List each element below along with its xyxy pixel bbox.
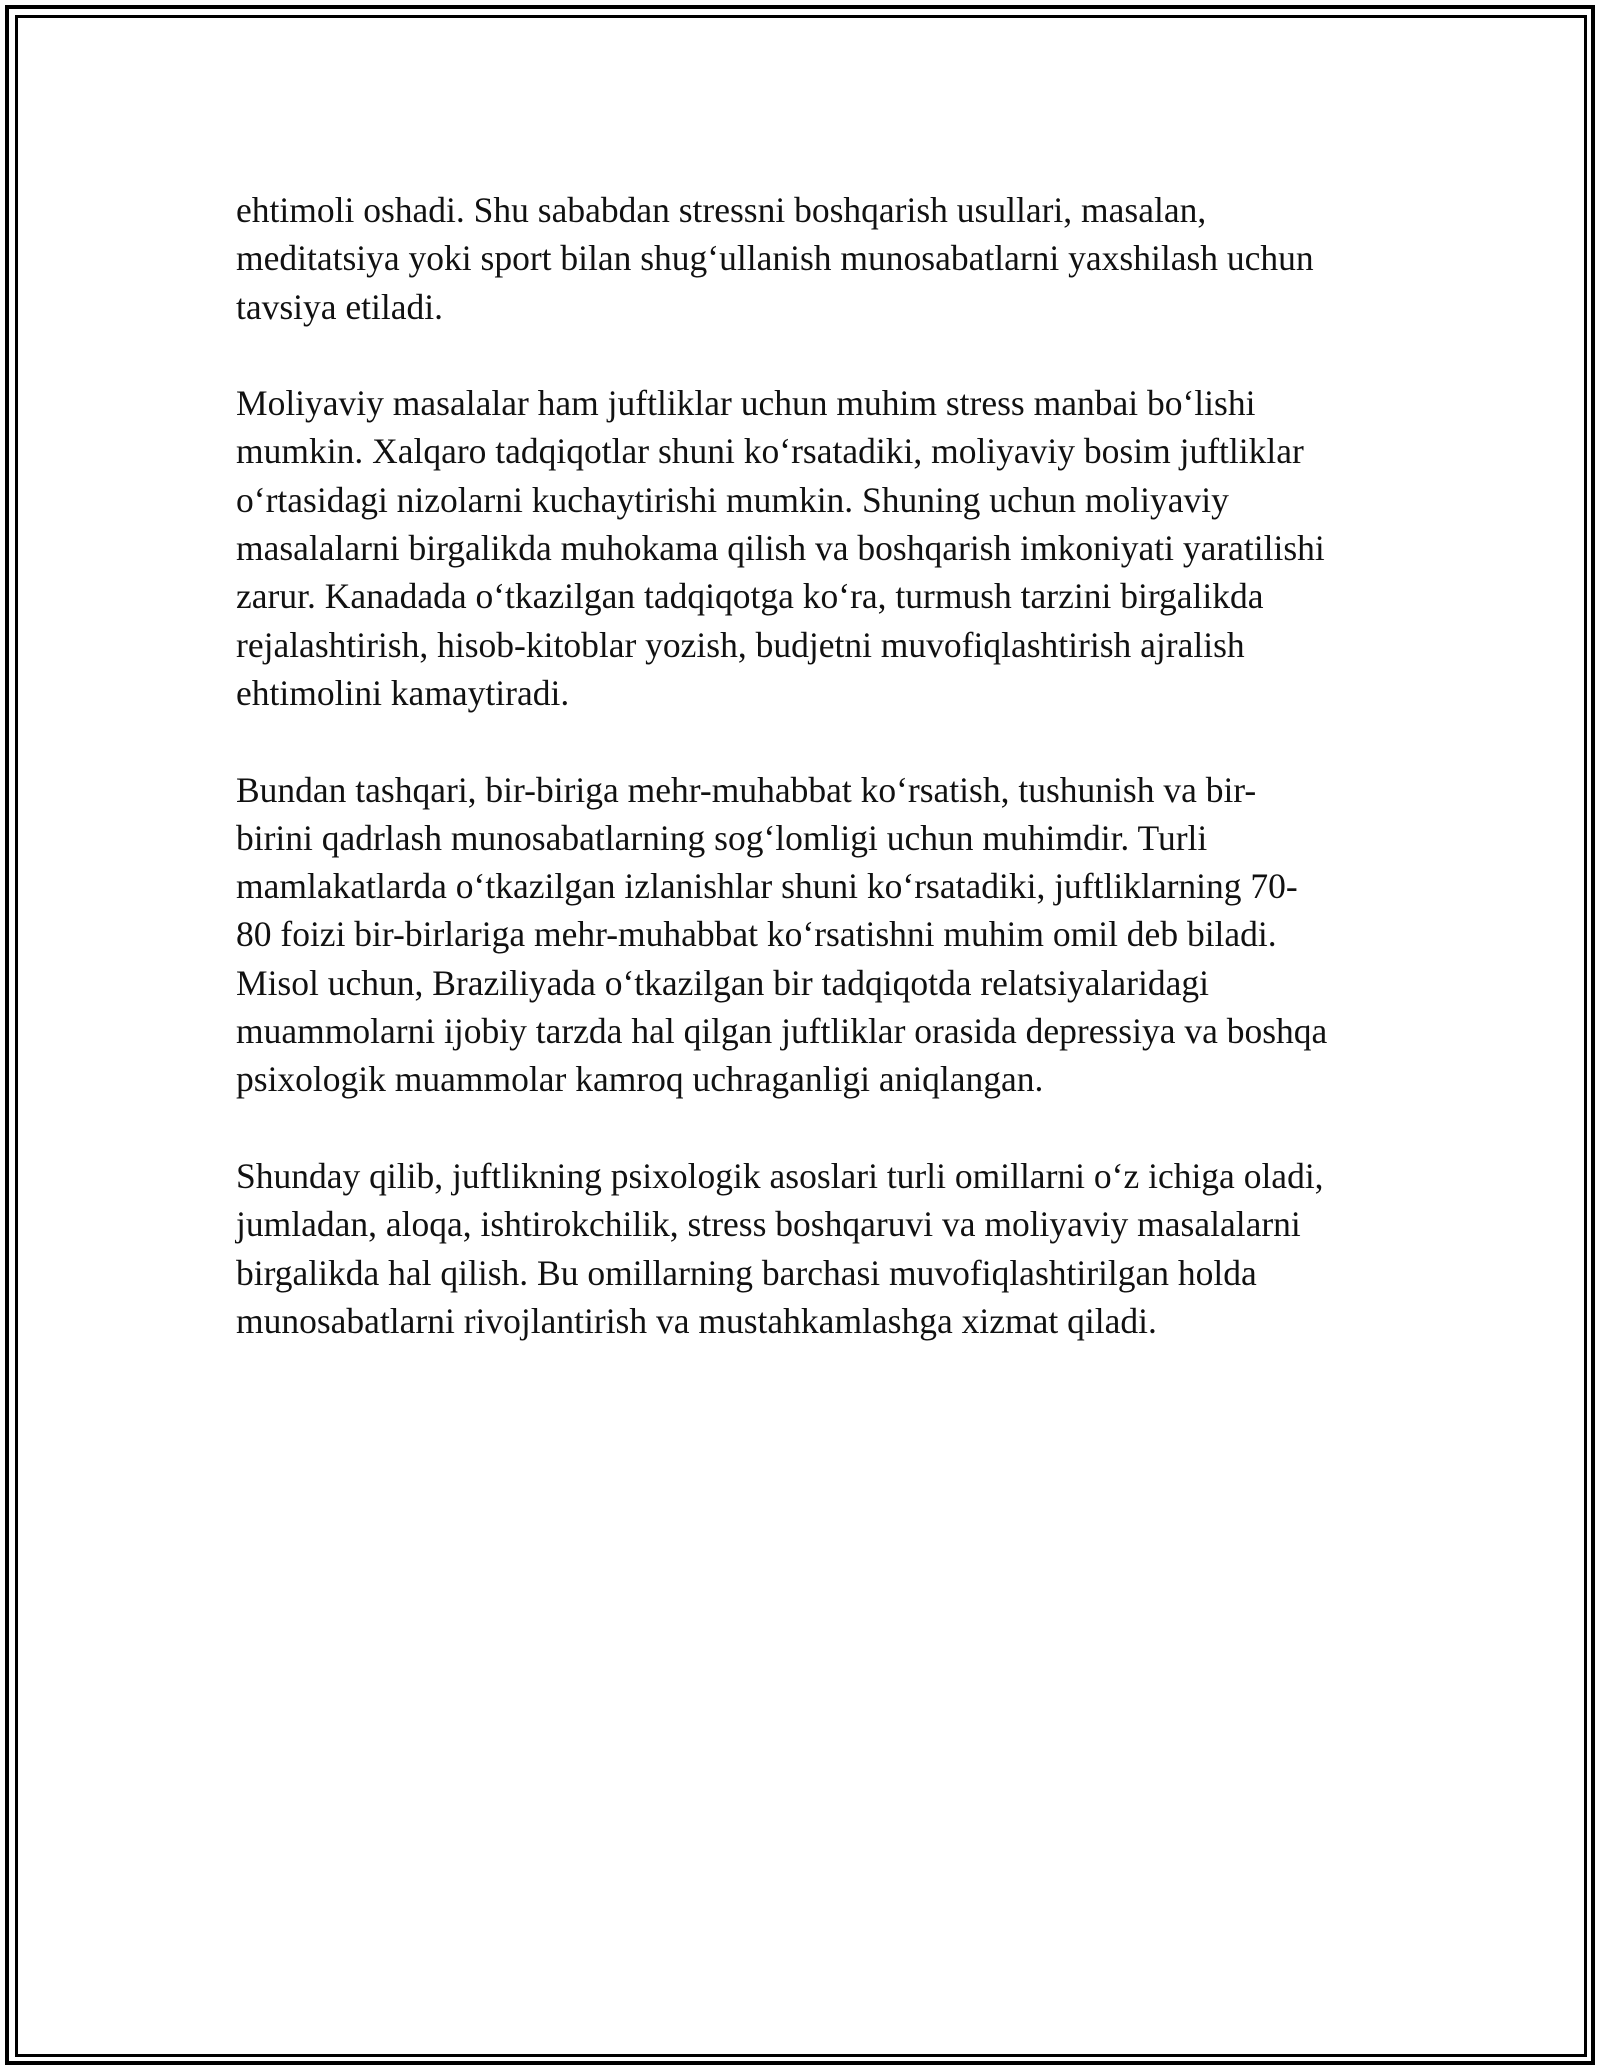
text-line: mumkin. Xalqaro tadqiqotlar shuni ko‘rsatadiki, moliyaviy bosim juftliklar <box>236 431 1304 472</box>
text-line: muammolarni ijobiy tarzda hal qilgan juftliklar orasida depressiya va boshqa <box>236 1011 1328 1052</box>
paragraph <box>236 379 1372 717</box>
text-line: 80 foizi bir-birlariga mehr-muhabbat ko‘rsatishni muhim omil deb biladi. <box>236 914 1277 955</box>
text-line: munosabatlarni rivojlantirish va mustahkamlashga xizmat qiladi. <box>236 1300 1157 1341</box>
text-line: meditatsiya yoki sport bilan shug‘ullanish munosabatlarni yaxshilash uchun <box>236 238 1314 279</box>
text-line: Misol uchun, Braziliyada o‘tkazilgan bir tadqiqotda relatsiyalaridagi <box>236 962 1209 1003</box>
document-body <box>236 186 1372 1393</box>
paragraph <box>236 766 1372 1104</box>
text-line: jumladan, aloqa, ishtirokchilik, stress boshqaruvi va moliyaviy masalalarni <box>236 1204 1301 1245</box>
text-line: birgalikda hal qilish. Bu omillarning barchasi muvofiqlashtirilgan holda <box>236 1252 1257 1293</box>
text-line: masalalarni birgalikda muhokama qilish va boshqarish imkoniyati yaratilishi <box>236 528 1325 569</box>
text-line: ehtimoli oshadi. Shu sababdan stressni boshqarish usullari, masalan, <box>236 190 1207 230</box>
text-line: ehtimolini kamaytiradi. <box>236 672 570 713</box>
text-line: Moliyaviy masalalar ham juftliklar uchun muhim stress manbai bo‘lishi <box>236 383 1256 424</box>
text-line: psixologik muammolar kamroq uchraganligi aniqlangan. <box>236 1059 1044 1100</box>
text-line: Shunday qilib, juftlikning psixologik asoslari turli omillarni o‘z ichiga oladi, <box>236 1155 1324 1196</box>
text-line: o‘rtasidagi nizolarni kuchaytirishi mumkin. Shuning uchun moliyaviy <box>236 479 1229 520</box>
text-line: rejalashtirish, hisob-kitoblar yozish, budjetni muvofiqlashtirish ajralish <box>236 624 1245 665</box>
paragraph <box>236 186 1372 331</box>
text-line: zarur. Kanadada o‘tkazilgan tadqiqotga ko‘ra, turmush tarzini birgalikda <box>236 576 1264 617</box>
text-line: tavsiya etiladi. <box>236 286 444 327</box>
paragraph <box>236 1152 1372 1345</box>
text-line: Bundan tashqari, bir-biriga mehr-muhabbat ko‘rsatish, tushunish va bir- <box>236 769 1257 810</box>
text-line: birini qadrlash munosabatlarning sog‘lomligi uchun muhimdir. Turli <box>236 817 1208 858</box>
text-line: mamlakatlarda o‘tkazilgan izlanishlar shuni ko‘rsatadiki, juftliklarning 70- <box>236 866 1298 907</box>
